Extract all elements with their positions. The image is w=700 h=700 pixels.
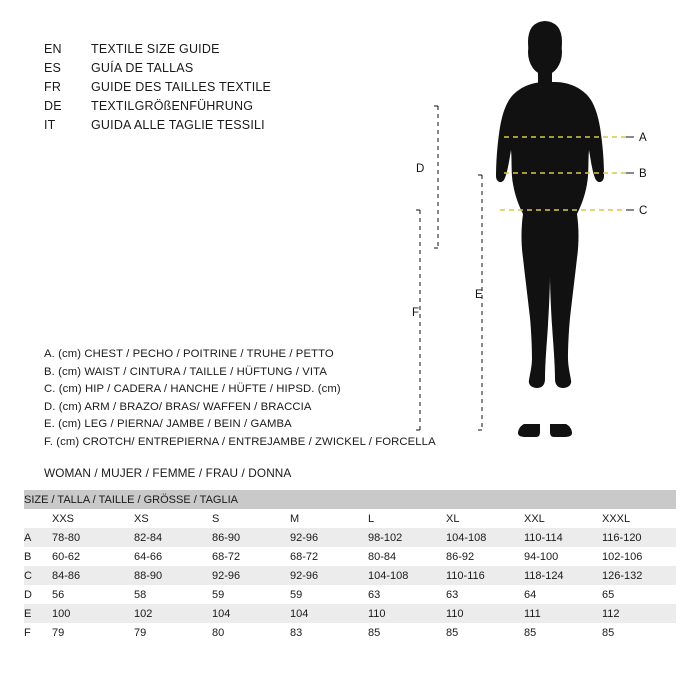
table-row bbox=[24, 604, 676, 623]
table-cell: 85 bbox=[602, 623, 676, 642]
language-code: DE bbox=[44, 99, 62, 113]
table-cell: 104 bbox=[212, 604, 290, 623]
column-header: M bbox=[290, 509, 368, 528]
table-cell: 60-62 bbox=[52, 547, 134, 566]
table-cell: 112 bbox=[602, 604, 676, 623]
gender-label: WOMAN / MUJER / FEMME / FRAU / DONNA bbox=[44, 466, 292, 480]
column-header: XXXL bbox=[602, 509, 676, 528]
label-b: B bbox=[639, 168, 647, 180]
column-header: XL bbox=[446, 509, 524, 528]
table-cell: 92-96 bbox=[290, 528, 368, 547]
table-cell: 56 bbox=[52, 585, 134, 604]
table-cell: 88-90 bbox=[134, 566, 212, 585]
table-row bbox=[24, 566, 676, 585]
table-cell: 86-90 bbox=[212, 528, 290, 547]
table-cell: 83 bbox=[290, 623, 368, 642]
table-cell: 116-120 bbox=[602, 528, 676, 547]
label-a: A bbox=[639, 132, 647, 144]
table-cell: 118-124 bbox=[524, 566, 602, 585]
table-cell: 104 bbox=[290, 604, 368, 623]
language-code: IT bbox=[44, 118, 56, 132]
table-cell: 94-100 bbox=[524, 547, 602, 566]
table-cell: 126-132 bbox=[602, 566, 676, 585]
table-cell: 64 bbox=[524, 585, 602, 604]
table-row bbox=[24, 528, 676, 547]
table-cell: 68-72 bbox=[290, 547, 368, 566]
size-table bbox=[24, 490, 676, 642]
table-cell: 86-92 bbox=[446, 547, 524, 566]
measurement-legend bbox=[44, 348, 436, 454]
size-table-wrap bbox=[24, 490, 676, 642]
language-code: EN bbox=[44, 42, 62, 56]
label-f: F bbox=[412, 307, 420, 319]
table-row bbox=[24, 585, 676, 604]
label-d: D bbox=[416, 163, 425, 175]
table-cell: 59 bbox=[212, 585, 290, 604]
table-cell: 110-116 bbox=[446, 566, 524, 585]
column-header: XXS bbox=[52, 509, 134, 528]
title-row bbox=[44, 42, 271, 61]
table-cell: 110 bbox=[446, 604, 524, 623]
title-block bbox=[44, 42, 271, 137]
label-c: C bbox=[639, 205, 648, 217]
row-label: A bbox=[24, 528, 52, 547]
title-row bbox=[44, 99, 271, 118]
title-text: GUÍA DE TALLAS bbox=[91, 61, 194, 75]
title-row bbox=[44, 61, 271, 80]
legend-item: A. (cm) CHEST / PECHO / POITRINE / TRUHE / PETTO bbox=[44, 348, 334, 360]
table-row bbox=[24, 547, 676, 566]
table-cell: 92-96 bbox=[290, 566, 368, 585]
table-cell: 59 bbox=[290, 585, 368, 604]
table-cell: 68-72 bbox=[212, 547, 290, 566]
title-text: GUIDE DES TAILLES TEXTILE bbox=[91, 80, 272, 94]
table-cell: 110 bbox=[368, 604, 446, 623]
title-text: TEXTILGRÖßENFÜHRUNG bbox=[91, 99, 254, 113]
table-cell: 100 bbox=[52, 604, 134, 623]
table-cell: 104-108 bbox=[446, 528, 524, 547]
table-cell: 63 bbox=[446, 585, 524, 604]
table-cell: 104-108 bbox=[368, 566, 446, 585]
legend-item: D. (cm) ARM / BRAZO/ BRAS/ WAFFEN / BRACCIA bbox=[44, 400, 312, 413]
legend-item: B. (cm) WAIST / CINTURA / TAILLE / HÜFTUNG / VITA bbox=[44, 365, 327, 378]
table-cell: 98-102 bbox=[368, 528, 446, 547]
female-silhouette-icon bbox=[496, 21, 604, 437]
table-cell: 92-96 bbox=[212, 566, 290, 585]
table-cell: 63 bbox=[368, 585, 446, 604]
vertical-guides bbox=[416, 106, 486, 430]
table-cell: 85 bbox=[524, 623, 602, 642]
table-cell: 79 bbox=[134, 623, 212, 642]
legend-item: E. (cm) LEG / PIERNA/ JAMBE / BEIN / GAMBA bbox=[44, 418, 292, 431]
row-label: D bbox=[24, 585, 52, 604]
title-row bbox=[44, 118, 271, 137]
column-header: XS bbox=[134, 509, 212, 528]
legend-item: C. (cm) HIP / CADERA / HANCHE / HÜFTE / HIPSD. (cm) bbox=[44, 383, 341, 396]
table-cell: 78-80 bbox=[52, 528, 134, 547]
table-cell: 82-84 bbox=[134, 528, 212, 547]
leader-lines bbox=[626, 137, 634, 210]
table-cell: 111 bbox=[524, 604, 602, 623]
table-cell: 110-114 bbox=[524, 528, 602, 547]
corner-cell bbox=[24, 509, 52, 528]
table-cell: 58 bbox=[134, 585, 212, 604]
table-header-label: SIZE / TALLA / TAILLE / GRÖSSE / TAGLIA bbox=[24, 490, 676, 509]
table-cell: 85 bbox=[368, 623, 446, 642]
table-header-row bbox=[24, 490, 676, 509]
table-cell: 65 bbox=[602, 585, 676, 604]
column-header: XXL bbox=[524, 509, 602, 528]
title-row bbox=[44, 80, 271, 99]
table-cell: 80 bbox=[212, 623, 290, 642]
row-label: E bbox=[24, 604, 52, 623]
row-label: F bbox=[24, 623, 52, 642]
table-cell: 85 bbox=[446, 623, 524, 642]
table-cell: 102 bbox=[134, 604, 212, 623]
table-cell: 84-86 bbox=[52, 566, 134, 585]
table-cell: 64-66 bbox=[134, 547, 212, 566]
column-header: S bbox=[212, 509, 290, 528]
legend-item: F. (cm) CROTCH/ ENTREPIERNA / ENTREJAMBE / ZWICKEL / FORCELLA bbox=[44, 435, 436, 448]
table-cell: 79 bbox=[52, 623, 134, 642]
row-label: C bbox=[24, 566, 52, 585]
table-cell: 80-84 bbox=[368, 547, 446, 566]
row-label: B bbox=[24, 547, 52, 566]
table-row bbox=[24, 623, 676, 642]
table-cell: 102-106 bbox=[602, 547, 676, 566]
title-text: TEXTILE SIZE GUIDE bbox=[91, 42, 220, 56]
column-header: L bbox=[368, 509, 446, 528]
language-code: FR bbox=[44, 80, 62, 94]
body-measurement-diagram bbox=[390, 20, 680, 460]
table-column-row bbox=[24, 509, 676, 528]
language-code: ES bbox=[44, 61, 62, 75]
title-text: GUIDA ALLE TAGLIE TESSILI bbox=[91, 118, 265, 132]
label-e: E bbox=[475, 289, 483, 301]
